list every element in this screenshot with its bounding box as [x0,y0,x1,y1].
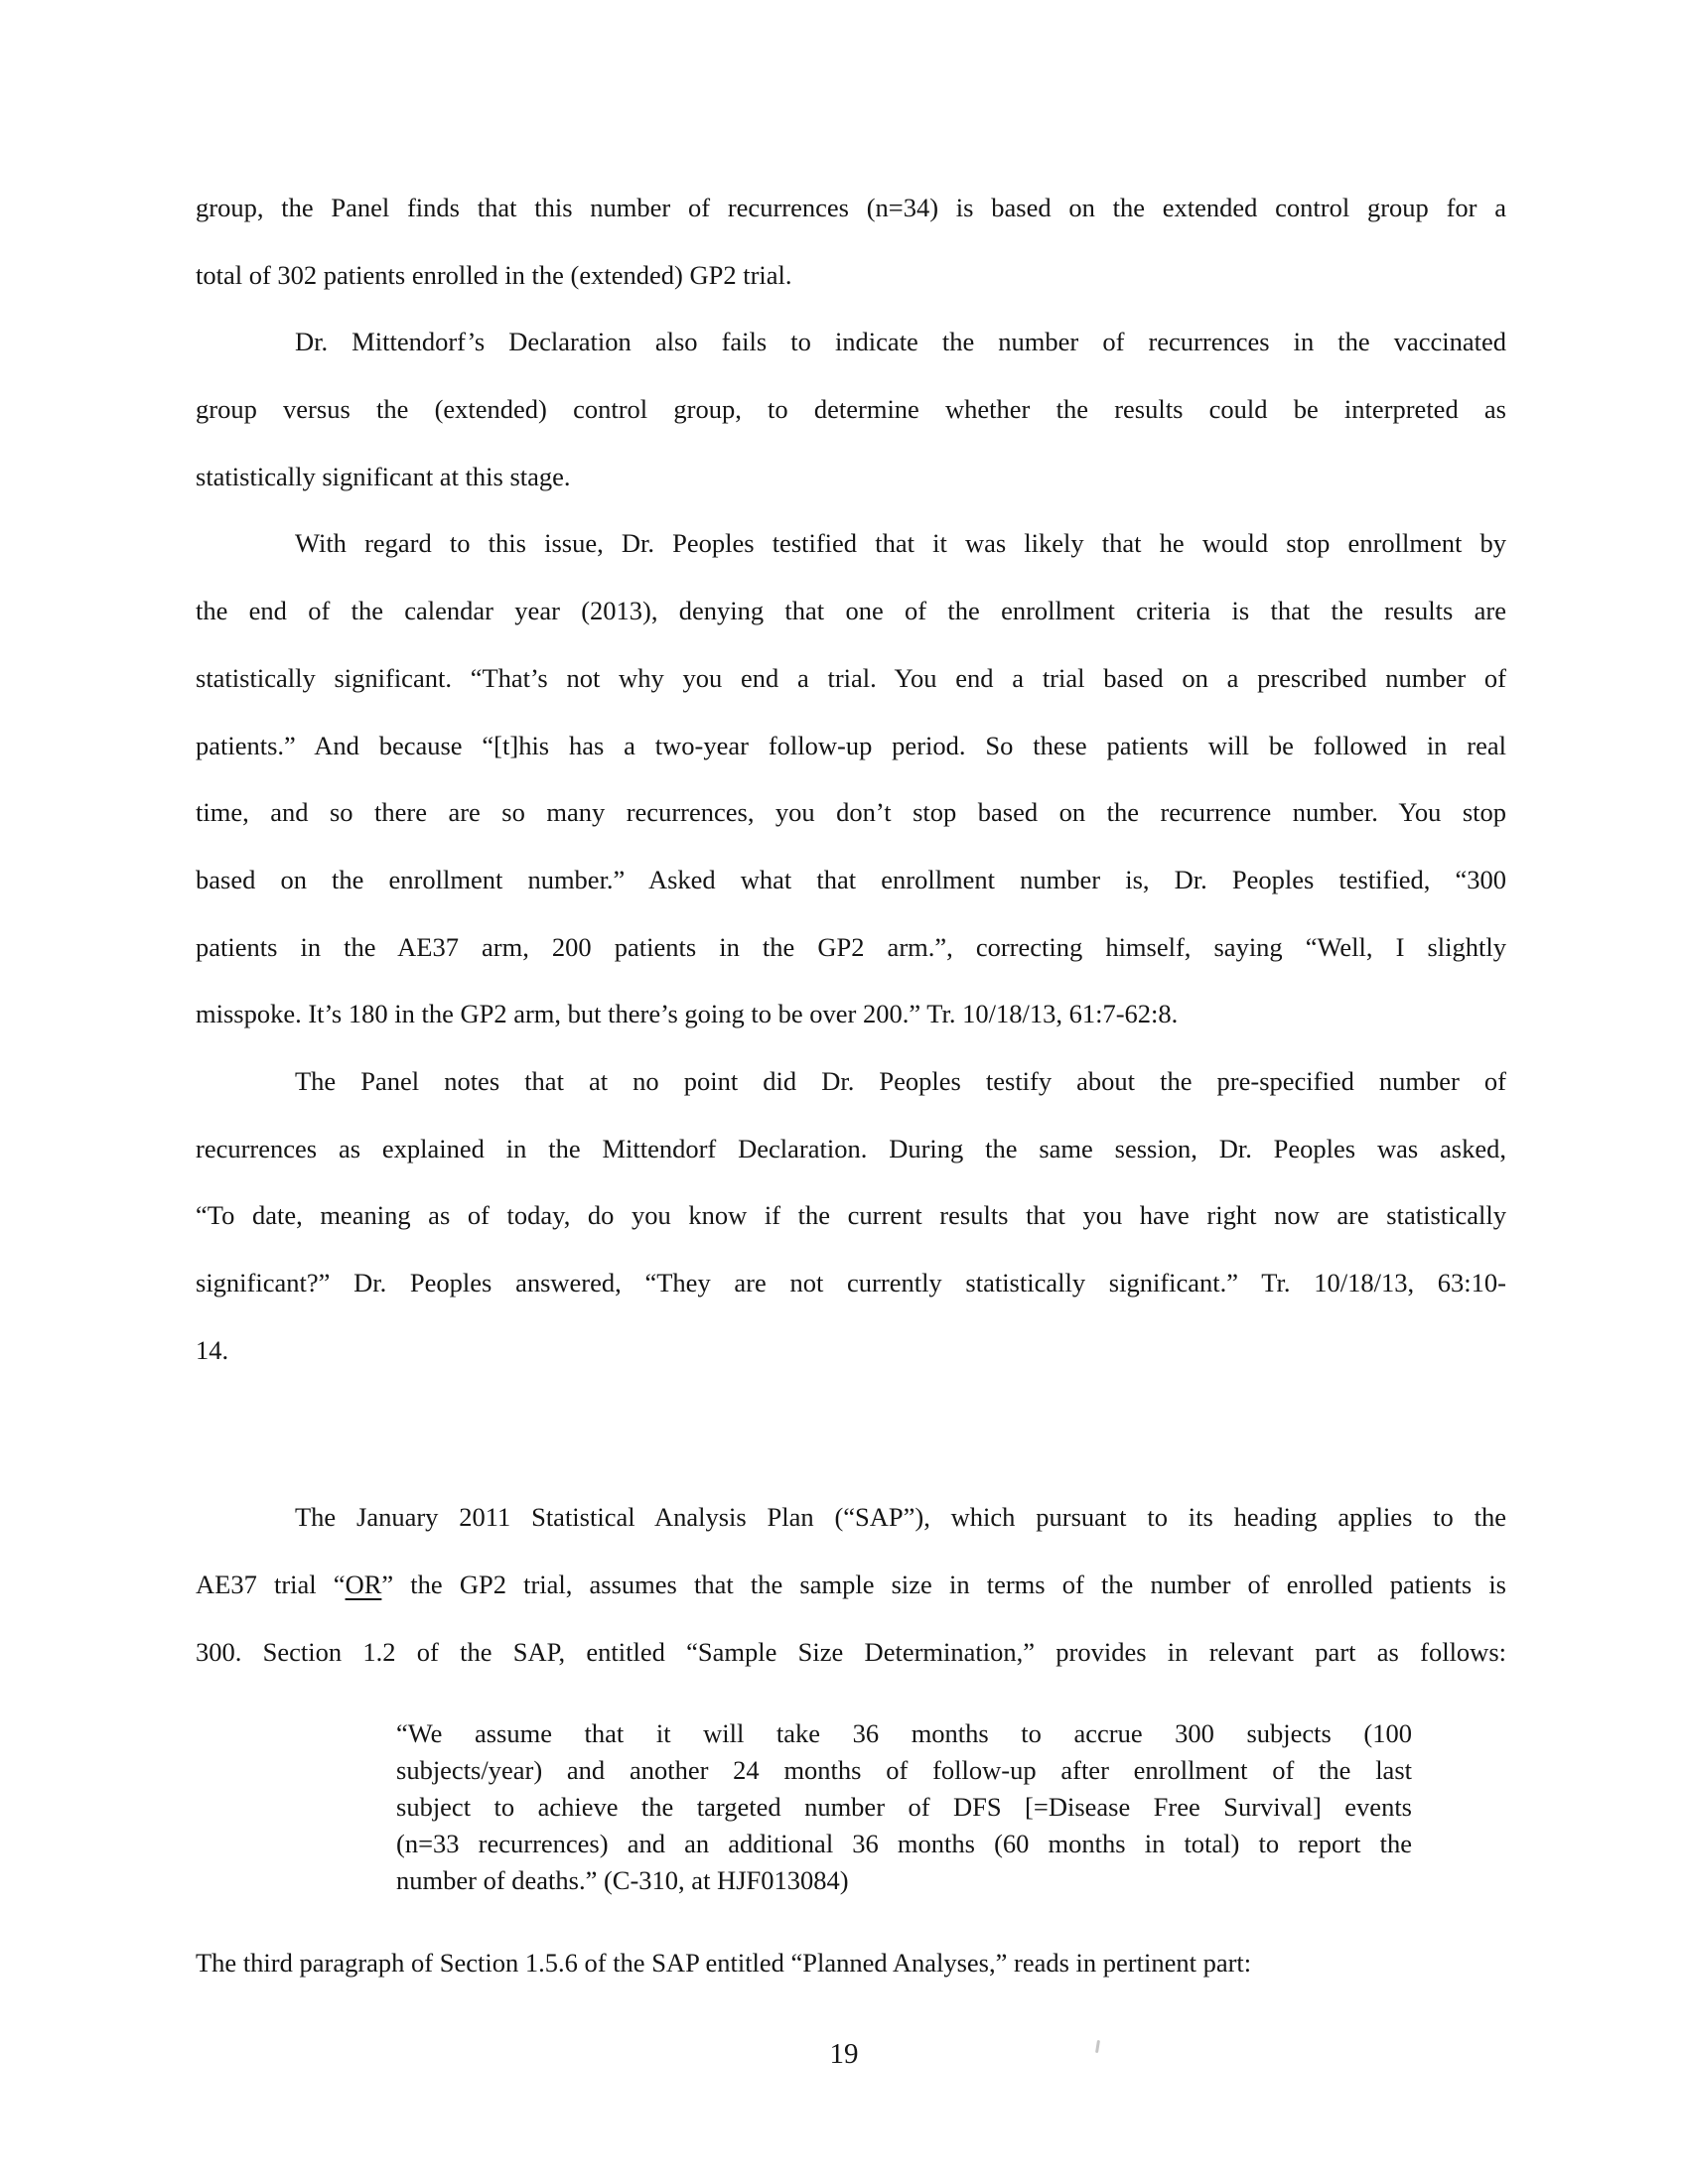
body-line: 14. [196,1334,229,1365]
paragraph-4 [196,1048,1506,1384]
body-line: 300. Section 1.2 of the SAP, entitled “Sample Size Determination,” provides in relevant part as follows: [196,1636,1506,1667]
paragraph-1 [196,175,1506,309]
block-quote [396,1715,1412,1898]
body-line: group, the Panel finds that this number of recurrences (n=34) is based on the extended control group for a [196,193,1506,222]
page-number: 19 [829,2038,859,2070]
paragraph-5 [196,1484,1506,1686]
body-line: group versus the (extended) control group, to determine whether the results could be interpreted as [196,394,1506,425]
quote-line: number of deaths.” (C-310, at HJF013084) [396,1865,849,1895]
body-line: total of 302 patients enrolled in the (extended) GP2 trial. [196,259,792,290]
body-line: “To date, meaning as of today, do you know if the current results that you have right now are statistically [196,1200,1506,1231]
body-line: misspoke. It’s 180 in the GP2 arm, but there’s going to be over 200.” Tr. 10/18/13, 61:7-62:8. [196,999,1179,1029]
body-line: recurrences as explained in the Mittendorf Declaration. During the same session, Dr. Peoples was asked, [196,1133,1506,1163]
body-line: statistically significant. “That’s not why you end a trial. You end a trial based on a prescribed number of [196,662,1506,693]
line-pre-text: AE37 trial “ [196,1570,346,1600]
body-line: patients in the AE37 arm, 200 patients in the GP2 arm.”, correcting himself, saying “Well, I slightly [196,931,1506,962]
quote-line: (n=33 recurrences) and an additional 36 months (60 months in total) to report the [396,1829,1412,1859]
body-line: significant?” Dr. Peoples answered, “They are not currently statistically significant.” Tr. 10/18/13, 63:10- [196,1268,1506,1297]
body-text-column [196,175,1506,1997]
body-line: statistically significant at this stage. [196,461,571,491]
quote-line: subject to achieve the targeted number of DFS [=Disease Free Survival] events [396,1792,1412,1823]
underlined-or-text: OR [345,1570,382,1600]
body-line: The January 2011 Statistical Analysis Plan (“SAP”), which pursuant to its heading applies to the [295,1502,1506,1533]
body-line: time, and so there are so many recurrences, you don’t stop based on the recurrence number. You stop [196,797,1506,828]
quote-line: subjects/year) and another 24 months of follow-up after enrollment of the last [396,1755,1412,1786]
body-line: The Panel notes that at no point did Dr. Peoples testify about the pre-specified number of [295,1065,1506,1096]
body-line: based on the enrollment number.” Asked what that enrollment number is, Dr. Peoples testified, “300 [196,864,1506,894]
paragraph-3 [196,510,1506,1048]
body-line-with-underline [196,1552,1506,1619]
body-line: the end of the calendar year (2013), denying that one of the enrollment criteria is that the results are [196,596,1506,626]
body-line: patients.” And because “[t]his has a two-year follow-up period. So these patients will be followed in real [196,730,1506,760]
line-post-text: ” the GP2 trial, assumes that the sample size in terms of the number of enrolled patients is [381,1570,1506,1600]
body-line: With regard to this issue, Dr. Peoples testified that it was likely that he would stop enrollment by [295,528,1506,559]
quote-line: “We assume that it will take 36 months to accrue 300 subjects (100 [396,1718,1412,1749]
body-line: The third paragraph of Section 1.5.6 of the SAP entitled “Planned Analyses,” reads in pertinent part: [196,1947,1252,1978]
closing-paragraph [196,1930,1506,1997]
paragraph-2 [196,309,1506,510]
body-line: Dr. Mittendorf’s Declaration also fails to indicate the number of recurrences in the vaccinated [295,327,1506,357]
